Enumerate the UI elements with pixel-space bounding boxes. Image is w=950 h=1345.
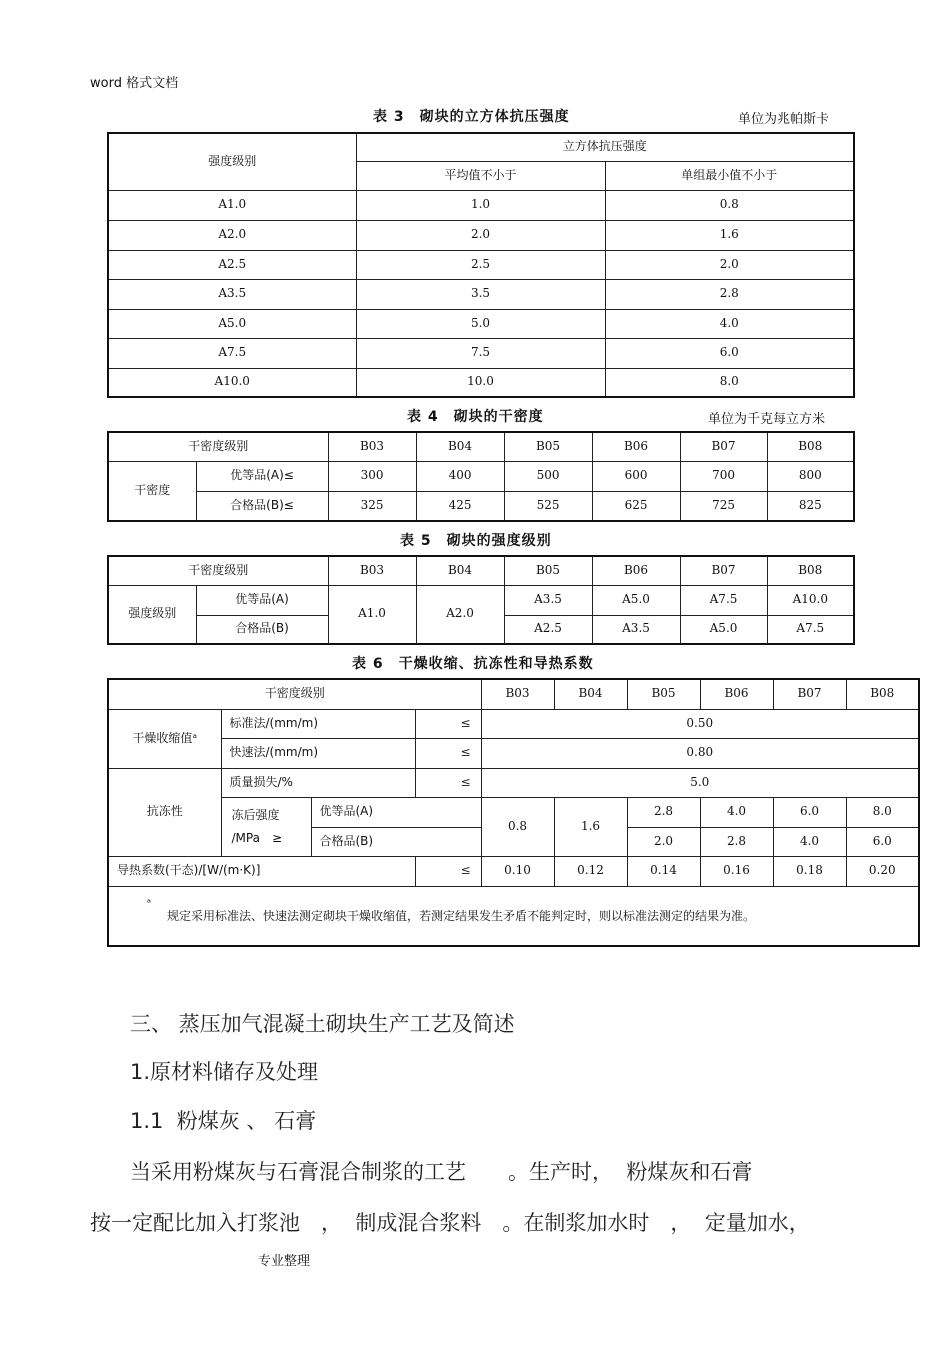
cell: 8.0 [846, 797, 919, 827]
table5-group: 强度级别 [108, 585, 196, 644]
cell: A2.5 [108, 250, 356, 279]
subheading-1: 1.原材料储存及处理 [130, 1060, 319, 1084]
cell: 1.0 [356, 190, 605, 220]
cell: A1.0 [328, 585, 416, 644]
table-row [108, 768, 919, 797]
cell: 1.6 [554, 797, 627, 856]
note-mark: ᵃ [147, 897, 151, 909]
cell: 8.0 [605, 368, 854, 397]
paragraph-line-2: 按一定配比加入打浆池 ， 制成混合浆料 。在制浆加水时 ， 定量加水， [90, 1211, 810, 1235]
table5-head: 干密度级别 [108, 556, 328, 585]
note-text: 规定采用标准法、快速法测定砌块干燥收缩值，若测定结果发生矛盾不能判定时，则以标准法测定的结果为准。 [167, 908, 756, 923]
cell: 0.12 [554, 856, 627, 886]
table-row [108, 309, 854, 338]
cell: A3.5 [108, 279, 356, 309]
table-row [108, 279, 854, 309]
cell: 6.0 [773, 797, 846, 827]
strength-label-line2: /MPa ≥ [231, 830, 283, 845]
cell: 0.10 [481, 856, 554, 886]
cell: 2.0 [627, 827, 700, 856]
table3-min-header: 单组最小值不小于 [605, 161, 854, 190]
table-row [108, 368, 854, 397]
cell: 2.8 [627, 797, 700, 827]
row-label: 标准法/(mm/m) [221, 709, 415, 738]
row-label: 合格品(B) [311, 827, 481, 856]
cell: 0.80 [481, 738, 919, 768]
table5 [107, 555, 855, 645]
table3-avg-header: 平均值不小于 [356, 161, 605, 190]
table-row [108, 738, 919, 768]
cell: 0.18 [773, 856, 846, 886]
cell: 825 [767, 491, 854, 521]
table4 [107, 431, 855, 522]
table5-caption: 表 5 砌块的强度级别 [400, 533, 552, 549]
cell: A2.5 [504, 615, 592, 644]
table6 [107, 678, 920, 947]
cell: 5.0 [481, 768, 919, 797]
cell: 4.0 [605, 309, 854, 338]
class-header: B04 [554, 679, 627, 709]
class-header: B05 [504, 556, 592, 585]
cell: 4.0 [773, 827, 846, 856]
cell: 3.5 [356, 279, 605, 309]
table-row [108, 220, 854, 250]
cell: 800 [767, 461, 854, 491]
table-row [108, 491, 854, 521]
table4-head: 干密度级别 [108, 432, 328, 461]
cell: 0.50 [481, 709, 919, 738]
cell: 600 [592, 461, 680, 491]
cell: 2.8 [700, 827, 773, 856]
class-header: B05 [627, 679, 700, 709]
cell: 0.14 [627, 856, 700, 886]
table4-group: 干密度 [108, 461, 196, 521]
cell: 2.0 [356, 220, 605, 250]
cell: 7.5 [356, 338, 605, 368]
cell: 725 [680, 491, 767, 521]
class-header: B07 [680, 556, 767, 585]
class-header: B08 [846, 679, 919, 709]
table3-unit: 单位为兆帕斯卡 [738, 112, 830, 127]
cell: 325 [328, 491, 416, 521]
class-header: B04 [416, 556, 504, 585]
cell: A2.0 [416, 585, 504, 644]
strength-label [221, 797, 311, 856]
table-row [108, 338, 854, 368]
subheading-1-1: 1.1 粉煤灰 、 石膏 [130, 1109, 317, 1133]
table-row [108, 797, 919, 827]
class-header: B07 [773, 679, 846, 709]
footer-label: 专业整理 [258, 1254, 311, 1269]
leq-sign: ≤ [415, 709, 481, 738]
cell: 4.0 [700, 797, 773, 827]
cell: A7.5 [680, 585, 767, 615]
class-header: B06 [592, 432, 680, 461]
cell: 2.5 [356, 250, 605, 279]
table6-caption: 表 6 干燥收缩、抗冻性和导热系数 [352, 656, 594, 672]
cell: 500 [504, 461, 592, 491]
cell: A10.0 [767, 585, 854, 615]
header-label: word 格式文档 [90, 76, 179, 91]
cell: A5.0 [108, 309, 356, 338]
cell: 10.0 [356, 368, 605, 397]
cell: 425 [416, 491, 504, 521]
leq-sign: ≤ [415, 856, 481, 886]
class-header: B04 [416, 432, 504, 461]
row-label: 导热系数(干态)/[W/(m·K)] [108, 856, 415, 886]
cell: 6.0 [846, 827, 919, 856]
table4-caption: 表 4 砌块的干密度 [407, 409, 544, 425]
class-header: B06 [592, 556, 680, 585]
class-header: B06 [700, 679, 773, 709]
class-header: B03 [328, 432, 416, 461]
class-header: B08 [767, 556, 854, 585]
cell: 2.0 [605, 250, 854, 279]
class-header: B03 [481, 679, 554, 709]
cell: 300 [328, 461, 416, 491]
cell: A7.5 [108, 338, 356, 368]
cell: 525 [504, 491, 592, 521]
cell: 1.6 [605, 220, 854, 250]
row-label: 合格品(B)≤ [196, 491, 328, 521]
class-header: B08 [767, 432, 854, 461]
cell: A7.5 [767, 615, 854, 644]
row-label: 合格品(B) [196, 615, 328, 644]
row-label: 质量损失/% [221, 768, 415, 797]
cell: 0.16 [700, 856, 773, 886]
cell: 625 [592, 491, 680, 521]
cell: 2.8 [605, 279, 854, 309]
table-row [108, 709, 919, 738]
cell: 0.20 [846, 856, 919, 886]
cell: 5.0 [356, 309, 605, 338]
frost-label: 抗冻性 [108, 768, 221, 856]
row-label: 优等品(A) [196, 585, 328, 615]
row-label: 快速法/(mm/m) [221, 738, 415, 768]
paragraph-line-1: 当采用粉煤灰与石膏混合制浆的工艺 。生产时， 粉煤灰和石膏 [130, 1160, 753, 1184]
cell: 700 [680, 461, 767, 491]
cell: A2.0 [108, 220, 356, 250]
cell: 0.8 [605, 190, 854, 220]
table-row [108, 190, 854, 220]
cell: 400 [416, 461, 504, 491]
row-label: 优等品(A) [311, 797, 481, 827]
shrink-label: 干燥收缩值ᵃ [108, 709, 221, 768]
table-row [108, 461, 854, 491]
cell: A10.0 [108, 368, 356, 397]
table-row [108, 585, 854, 615]
table3-caption: 表 3 砌块的立方体抗压强度 [373, 109, 570, 125]
class-header: B05 [504, 432, 592, 461]
table3-group-header: 立方体抗压强度 [356, 133, 854, 161]
cell: 0.8 [481, 797, 554, 856]
table4-unit: 单位为千克每立方米 [708, 412, 826, 427]
table-row [108, 856, 919, 886]
table-row [108, 250, 854, 279]
class-header: B03 [328, 556, 416, 585]
section-heading: 三、 蒸压加气混凝土砌块生产工艺及简述 [130, 1012, 515, 1036]
cell: 6.0 [605, 338, 854, 368]
table3 [107, 132, 855, 398]
cell: A5.0 [592, 585, 680, 615]
table3-grade-header: 强度级别 [108, 133, 356, 190]
class-header: B07 [680, 432, 767, 461]
cell: A3.5 [504, 585, 592, 615]
leq-sign: ≤ [415, 738, 481, 768]
table6-head: 干密度级别 [108, 679, 481, 709]
cell: A3.5 [592, 615, 680, 644]
row-label: 优等品(A)≤ [196, 461, 328, 491]
cell: A5.0 [680, 615, 767, 644]
leq-sign: ≤ [415, 768, 481, 797]
cell: A1.0 [108, 190, 356, 220]
strength-label-line1: 冻后强度 [231, 807, 280, 822]
table6-note [108, 886, 919, 946]
